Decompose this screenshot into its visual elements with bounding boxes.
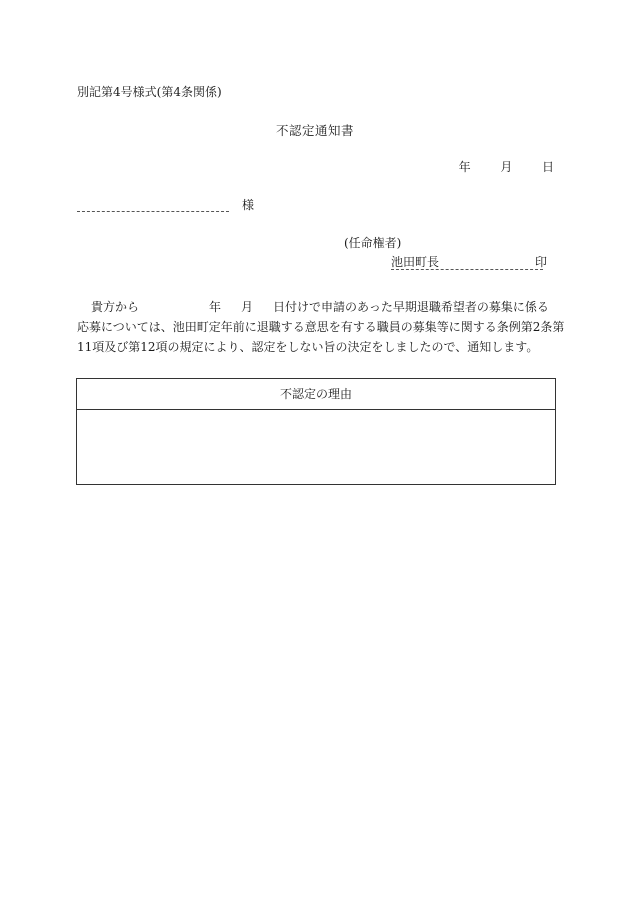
form-label: 別記第4号様式(第4条関係)	[77, 85, 222, 99]
reason-box-header: 不認定の理由	[77, 379, 555, 410]
authority-signature-line	[391, 269, 543, 270]
reason-box-content	[77, 410, 555, 485]
document-title: 不認定通知書	[275, 123, 354, 138]
reason-box	[76, 378, 556, 485]
notice-body	[77, 297, 565, 357]
addressee-name-line	[77, 211, 229, 212]
body-line-1	[77, 297, 558, 317]
body-line-1-suffix: 日付けで申請のあった早期退職希望者の募集に係る	[273, 300, 549, 314]
authority-name: 池田町長	[391, 255, 440, 269]
date-day-label: 日	[541, 160, 554, 174]
authority-label: (任命権者)	[344, 236, 402, 250]
date-year-label: 年	[458, 160, 471, 174]
seal-mark: 印	[535, 255, 548, 269]
body-line-1-month: 月	[241, 300, 254, 314]
body-line-2: 応募については、池田町定年前に退職する意思を有する職員の募集等に関する条例第2条第	[77, 320, 565, 334]
body-line-1-year: 年	[209, 300, 222, 314]
date-line	[459, 160, 554, 174]
body-line-3: 11項及び第12項の規定により、認定をしない旨の決定をしましたので、通知します。	[77, 340, 539, 354]
body-line-1-prefix: 貴方から	[91, 300, 140, 314]
date-month-label: 月	[500, 160, 513, 174]
addressee-honorific: 様	[242, 198, 255, 212]
